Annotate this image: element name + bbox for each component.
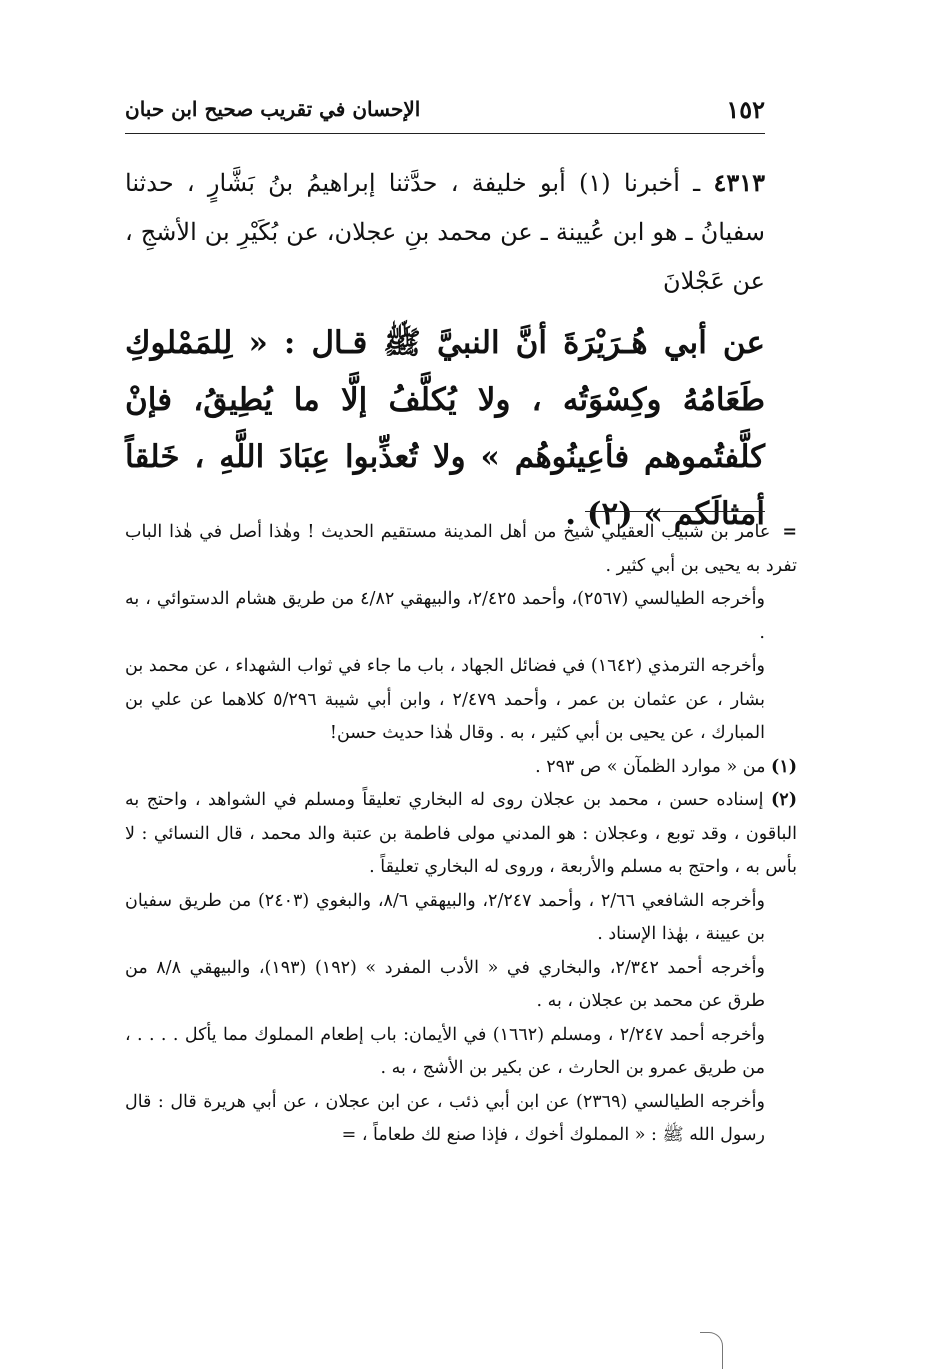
footnote-continuation: =عامر بن شبيب العقيلي شيخ من أهل المدينة مستقيم الحديث ! وهٰذا أصل في هٰذا الباب تفرد به يحيى بن أبي كثير . — [125, 522, 797, 576]
footnote-paragraph: وأخرجه الترمذي (١٦٤٢) في فضائل الجهاد ، باب ما جاء في ثواب الشهداء ، عن محمد بن بشار ، عن عثمان بن عمر ، وأحمد ٢/٤٧٩ ، وابن أبي شيبة ٥/٢٩٦ كلاهما عن علي بن المبارك ، عن يحيى بن أبي كثير ، به . وقال هٰذا حديث حسن! — [125, 656, 766, 743]
footnote-paragraph: وأخرجه أحمد ٢/٣٤٢، والبخاري في « الأدب المفرد » (١٩٢) (١٩٣)، والبيهقي ٨/٨ من طرق عن محمد بن عجلان ، به . — [125, 957, 765, 1011]
footnote-marker: (١) — [771, 756, 797, 777]
footnotes — [125, 516, 797, 1153]
isnad-text: ـ أخبرنا (١) أبو خليفة ، حدَّثنا إبراهيمُ بنُ بَشَّارٍ ، حدثنا سفيانُ ـ هو ابن عُيينة ـ عن محمد بنِ عجلان، عن بُكَيْرِ بن الأشجِ ، عن عَجْلانَ — [125, 169, 765, 295]
hadith-isnad — [125, 158, 765, 306]
page-number: ١٥٢ — [726, 95, 765, 124]
footnote-paragraph: وأخرجه أحمد ٢/٢٤٧ ، ومسلم (١٦٦٢) في الأيمان: باب إطعام المملوك مما يأكل . . . . ، من طريق عمرو بن الحارث ، عن بكير بن الأشج ، به . — [125, 1024, 765, 1078]
footnote-separator — [585, 511, 765, 512]
hadith-matn: عن أبي هُـرَيْرَةَ أنَّ النبيَّ ﷺ قـال : « لِلمَمْلوكِ طَعَامُهُ وكِسْوَتُه ، ولا يُكلَّفُ إلَّا ما يُطِيقُ، فإنْ كلَّفتُموهم فأعِينُوهُم » ولا تُعذِّبوا عِبَادَ اللَّهِ ، خَلقاً أمثالَكم » (٢) . — [125, 325, 765, 532]
footnote-2: (٢) إسناده حسن ، محمد بن عجلان روى له البخاري تعليقاً ومسلم في الشواهد ، واحتج به الباقون ، وقد توبع ، وعجلان : هو المدني مولى فاطمة بن عتبة والد محمد ، قال النسائي : لا بأس به ، واحتج به مسلم والأربعة ، وروى له البخاري تعليقاً . — [125, 790, 797, 877]
footnote-paragraph: وأخرجه الطيالسي (٢٣٦٩) عن ابن أبي ذئب ، عن ابن عجلان ، عن أبي هريرة قال : قال رسول الله ﷺ : « المملوك أخوك ، فإذا صنع لك طعاماً ، = — [125, 1091, 765, 1145]
footnote-marker: (٢) — [771, 790, 797, 810]
hadith-number: ٤٣١٣ — [713, 168, 765, 197]
footnote-paragraph: وأخرجه الطيالسي (٢٥٦٧)، وأحمد ٢/٤٢٥، والبيهقي ٤/٨٢ من طريق هشام الدستوائي ، به . — [125, 589, 765, 643]
footnote-1: (١) من « موارد الظمآن » ص ٢٩٣ . — [535, 756, 797, 777]
page-curl-mark — [700, 1332, 723, 1369]
footnote-paragraph: وأخرجه الشافعي ٢/٦٦ ، وأحمد ٢/٢٤٧، والبيهقي ٨/٦، والبغوي (٢٤٠٣) من طريق سفيان بن عيينة ، بهٰذا الإسناد . — [125, 890, 765, 944]
continuation-mark: = — [782, 522, 797, 542]
running-title: الإحسان في تقريب صحيح ابن حبان — [125, 97, 421, 121]
page-header — [125, 95, 765, 134]
